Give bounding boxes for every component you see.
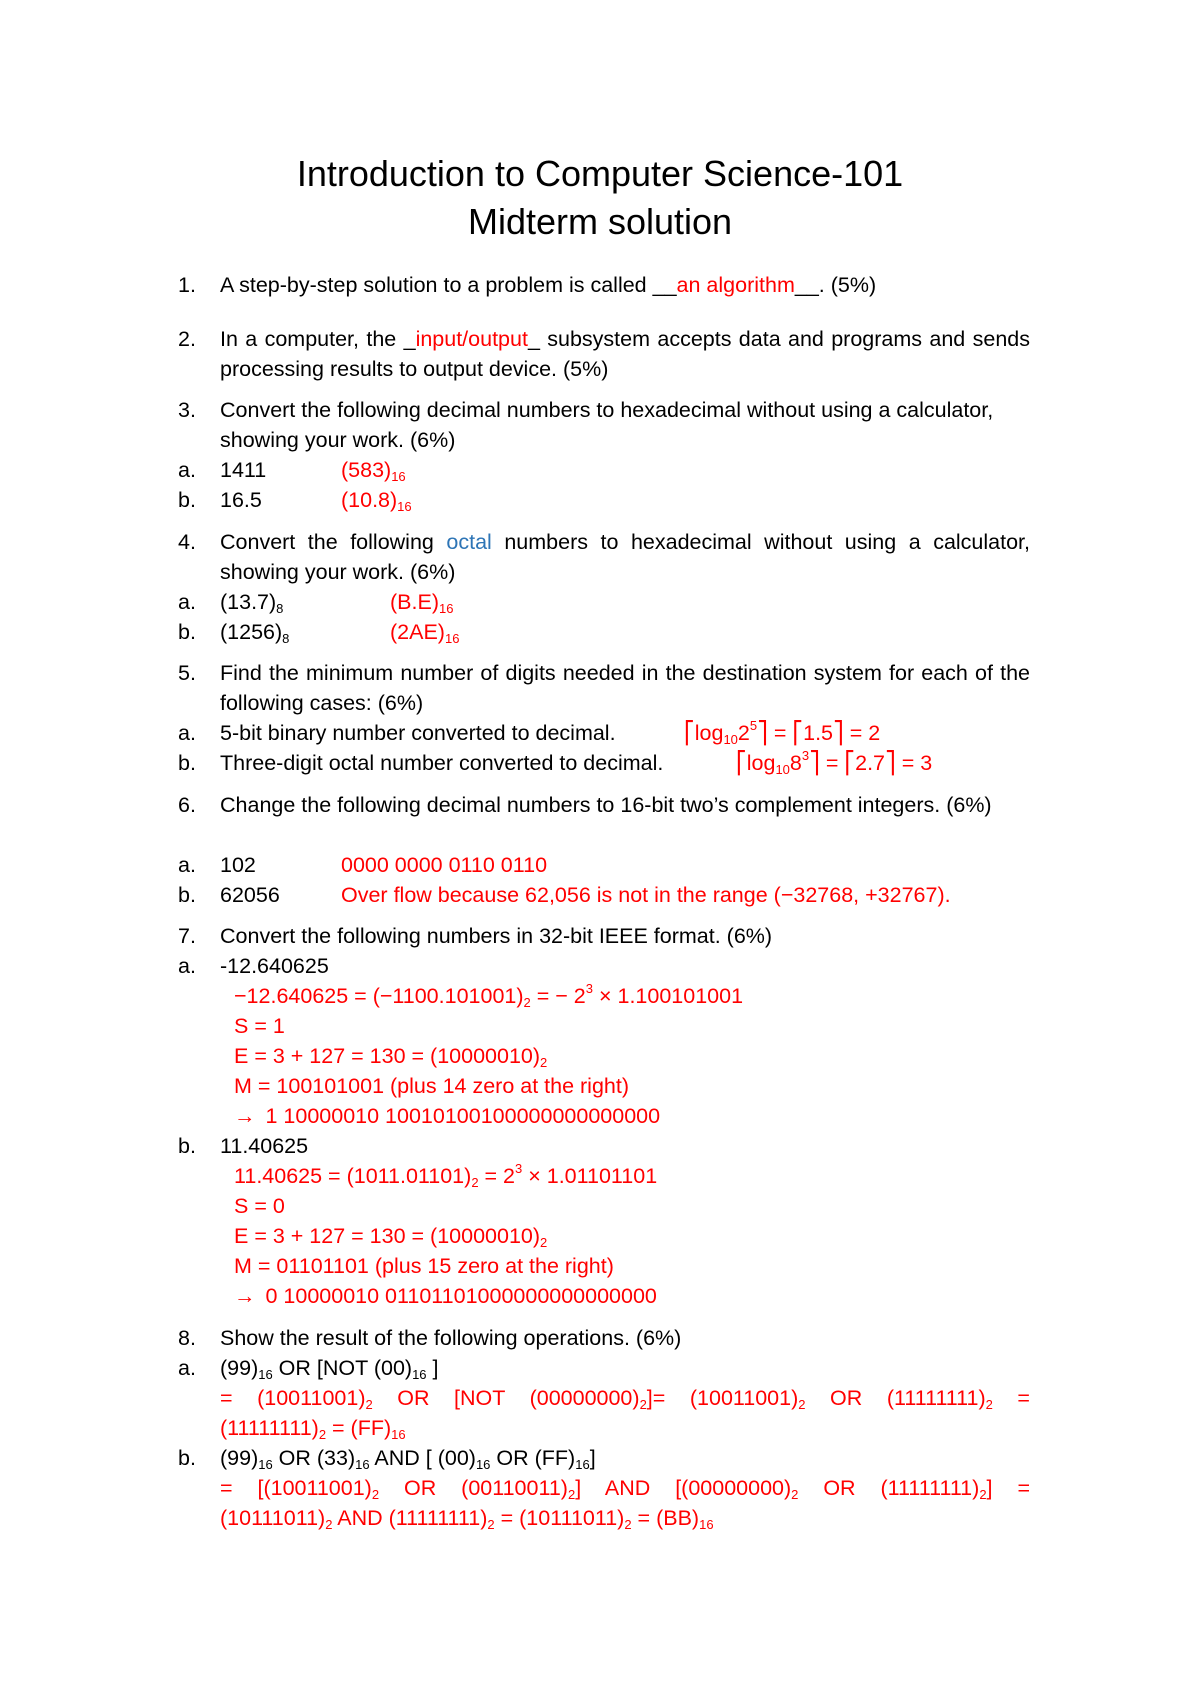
answer [684, 718, 880, 748]
answer [341, 485, 412, 515]
text: In a computer, the [220, 327, 404, 351]
base: 2 [979, 1487, 987, 1502]
base: 16 [391, 1427, 406, 1442]
part-value: 102 [220, 853, 256, 877]
answer-text: ⎡log [736, 751, 776, 775]
answer-text: = (10011001) [220, 1386, 366, 1410]
part-label: b. [178, 883, 196, 907]
part-label: b. [178, 751, 196, 775]
answer-text: ⎡log [684, 721, 724, 745]
page-title: Introduction to Computer Science-101 [296, 153, 904, 194]
expr-text: (99) [220, 1356, 259, 1380]
answer-text: OR [NOT (00000000) [372, 1386, 640, 1410]
page-subtitle: Midterm solution [467, 201, 733, 242]
answer-text: (10111011) [220, 1506, 326, 1530]
question-number: 1. [178, 273, 196, 297]
answer-text: (2AE) [390, 620, 445, 644]
text: numbers to hexadecimal without using a calculator, showing your work. (6%) [220, 530, 1030, 584]
base: 2 [471, 1175, 479, 1190]
q7a-mantissa: M = 100101001 (plus 14 zero at the right) [234, 1074, 630, 1098]
exponent: 5 [749, 718, 758, 733]
q8a-answer-line-1 [220, 1383, 1030, 1413]
part-label: b. [178, 488, 196, 512]
question-text [220, 527, 1030, 587]
base: 16 [397, 499, 412, 514]
q8b-answer-line-2 [220, 1503, 714, 1533]
text: subsystem accepts data and programs and sends processing results to output device. (5%) [220, 327, 1030, 381]
question-text: Change the following decimal numbers to 16-bit two’s complement integers. (6%) [220, 793, 992, 817]
part-expression [220, 1353, 439, 1383]
answer-text: ⎤ = ⎡2.7⎤ = 3 [809, 751, 933, 775]
part-text: 5-bit binary number converted to decimal. [220, 721, 616, 745]
base: 2 [791, 1487, 799, 1502]
question-number: 2. [178, 327, 196, 351]
answer-text: (11111111) [220, 1416, 319, 1440]
base: 16 [355, 1457, 370, 1472]
answer: 0000 0000 0110 0110 [341, 853, 548, 877]
answer-text: AND (11111111) [332, 1506, 488, 1530]
expr-text: OR (33) [272, 1446, 356, 1470]
part-label: b. [178, 620, 196, 644]
expr-text: OR (FF) [490, 1446, 576, 1470]
arrow-icon: → [234, 1104, 256, 1128]
q7b-exponent [234, 1221, 547, 1251]
base: 2 [639, 1397, 647, 1412]
q7b-result [234, 1281, 657, 1311]
expr-text: ] [589, 1446, 596, 1470]
q7b-mantissa: M = 01101101 (plus 15 zero at the right) [234, 1254, 614, 1278]
question-5 [178, 658, 1030, 720]
text: A step-by-step solution to a problem is called [220, 273, 653, 297]
answer-text: OR (11111111) [805, 1386, 986, 1410]
question-2 [178, 324, 1030, 386]
answer-text: = (BB) [631, 1506, 700, 1530]
base: 2 [540, 1055, 548, 1070]
q7a-result [234, 1101, 660, 1131]
answer-text: E = 3 + 127 = 130 = (10000010) [234, 1224, 541, 1248]
answer-text: OR (00110011) [379, 1476, 568, 1500]
question-text: Convert the following numbers in 32-bit IEEE format. (6%) [220, 924, 773, 948]
base: 2 [624, 1517, 632, 1532]
answer-text: −12.640625 = (−1100.101001) [234, 984, 524, 1008]
answer [341, 455, 406, 485]
answer-text: = (FF) [326, 1416, 392, 1440]
answer-text: 11.40625 = (1011.01101) [234, 1164, 472, 1188]
answer-text: = 2 [478, 1164, 516, 1188]
question-text [220, 270, 1030, 300]
expr-text: (99) [220, 1446, 259, 1470]
part-expression [220, 1443, 596, 1473]
part-value: 11.40625 [220, 1134, 309, 1158]
answer-text: = [(10011001) [220, 1476, 372, 1500]
question-text: Show the result of the following operations. (6%) [220, 1326, 682, 1350]
highlight: octal [446, 530, 492, 554]
base: 16 [258, 1367, 273, 1382]
base: 2 [985, 1397, 993, 1412]
base: 2 [371, 1487, 380, 1502]
question-text [220, 324, 1030, 384]
part-label: b. [178, 1446, 196, 1470]
part-value [220, 617, 289, 647]
part-label: a. [178, 853, 196, 877]
answer-text: ] = [986, 1476, 1030, 1500]
base: 16 [412, 1367, 427, 1382]
base: 16 [391, 469, 406, 484]
part-value: 16.5 [220, 488, 262, 512]
answer-text: × 1.100101001 [592, 984, 744, 1008]
value-text: (13.7) [220, 590, 277, 614]
answer-text: × 1.01101101 [522, 1164, 658, 1188]
part-value: 62056 [220, 883, 280, 907]
answer-text: ⎤ = ⎡1.5⎤ = 2 [757, 721, 881, 745]
q8a-answer-line-2 [220, 1413, 406, 1443]
answer-text: 1 10000010 10010100100000000000000 [265, 1104, 661, 1128]
base: 16 [475, 1457, 491, 1472]
expr-text: AND [ (00) [369, 1446, 476, 1470]
q7a-step-normalize [234, 981, 743, 1011]
part-value: -12.640625 [220, 954, 329, 978]
question-4 [178, 527, 1030, 589]
question-text: Convert the following decimal numbers to hexadecimal without using a calculator, showing your work. (6%) [220, 398, 994, 452]
question-number: 8. [178, 1326, 196, 1350]
expr-text: ] [426, 1356, 439, 1380]
q7a-exponent [234, 1041, 547, 1071]
base: 16 [438, 601, 454, 616]
part-label: a. [178, 954, 196, 978]
question-number: 5. [178, 661, 196, 685]
part-label: a. [178, 721, 196, 745]
answer: an algorithm [676, 273, 795, 297]
text: Convert the following [220, 530, 447, 554]
base: 8 [276, 601, 284, 616]
question-number: 7. [178, 924, 196, 948]
question-number: 4. [178, 530, 196, 554]
part-value: 1411 [220, 458, 267, 482]
q7a-sign: S = 1 [234, 1014, 285, 1038]
answer-text: = [992, 1386, 1030, 1410]
value-text: (1256) [220, 620, 283, 644]
part-label: b. [178, 1134, 196, 1158]
question-text: Find the minimum number of digits needed in the destination system for each of the following cases: (6%) [220, 661, 1030, 715]
exponent: 3 [515, 1161, 523, 1176]
base: 2 [523, 995, 531, 1010]
answer-text: (10.8) [341, 488, 398, 512]
base: 16 [699, 1517, 714, 1532]
base: 2 [487, 1517, 495, 1532]
answer-text: (B.E) [390, 590, 439, 614]
answer-text: (583) [341, 458, 392, 482]
base: 2 [540, 1235, 548, 1250]
base: 2 [798, 1397, 806, 1412]
base: 2 [325, 1517, 333, 1532]
justified-line [220, 1383, 1030, 1413]
q7b-step-normalize [234, 1161, 657, 1191]
base: 10 [723, 732, 738, 747]
answer-text: 2 [737, 721, 750, 745]
answer-text: ]= (10011001) [646, 1386, 799, 1410]
part-value [220, 587, 283, 617]
answer: Over flow because 62,056 is not in the range (−32768, +32767). [341, 883, 951, 907]
answer [390, 587, 453, 617]
blank: _ [403, 327, 416, 351]
base: 16 [258, 1457, 273, 1472]
base: 2 [365, 1397, 373, 1412]
answer-text: ] AND [(00000000) [575, 1476, 792, 1500]
base: 2 [567, 1487, 576, 1502]
base: 2 [318, 1427, 327, 1442]
question-6 [178, 790, 1030, 852]
arrow-icon: → [234, 1284, 256, 1308]
justified-line [220, 1473, 1030, 1503]
answer-text: 0 10000010 01101101000000000000000 [265, 1284, 657, 1308]
answer-text: = (10111011) [494, 1506, 625, 1530]
question-number: 6. [178, 793, 196, 817]
text: . (5%) [818, 273, 877, 297]
base: 10 [775, 762, 790, 777]
answer-text: = − 2 [530, 984, 586, 1008]
base: 16 [575, 1457, 590, 1472]
base: 16 [444, 631, 460, 646]
base: 8 [282, 631, 290, 646]
part-label: a. [178, 590, 196, 614]
q8b-answer-line-1 [220, 1473, 1030, 1503]
answer-text: OR (11111111) [798, 1476, 980, 1500]
expr-text: OR [NOT (00) [272, 1356, 413, 1380]
exponent: 3 [585, 981, 593, 996]
blank: __ [652, 273, 677, 297]
question-number: 3. [178, 398, 196, 422]
q7b-sign: S = 0 [234, 1194, 285, 1218]
answer-text: E = 3 + 127 = 130 = (10000010) [234, 1044, 541, 1068]
part-label: a. [178, 1356, 196, 1380]
exponent: 3 [801, 748, 810, 763]
answer [736, 748, 932, 778]
blank: _ [527, 327, 540, 351]
blank: __ [794, 273, 819, 297]
answer [390, 617, 459, 647]
part-label: a. [178, 458, 196, 482]
answer-text: 8 [789, 751, 802, 775]
answer: input/output [415, 327, 528, 351]
part-text: Three-digit octal number converted to decimal. [220, 751, 664, 775]
